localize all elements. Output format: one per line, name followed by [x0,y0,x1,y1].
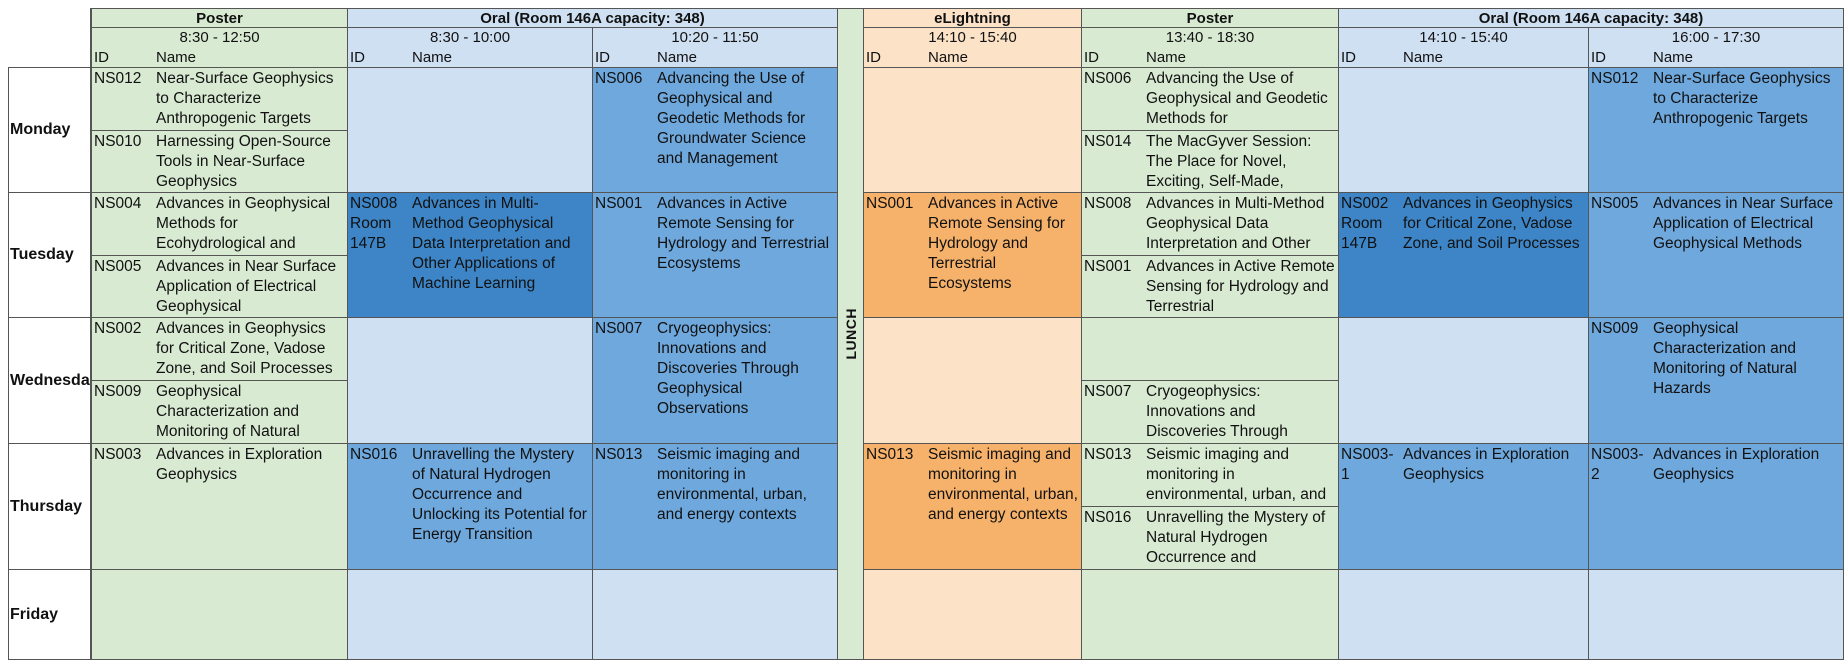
id-label: ID [1591,49,1606,66]
monday-oral-am1 [348,68,593,193]
session-entry [348,193,592,317]
time-elightning: 14:10 - 15:40 [864,28,1082,48]
session-id: NS013 [595,446,643,463]
session-entry [1339,193,1588,317]
session-room: Room 147B [350,215,392,252]
session-name: Advances in Exploration Geophysics [1653,446,1820,483]
session-entry [593,444,837,569]
session-name: Unravelling the Mystery of Natural Hydrogen Occurrence and [1146,509,1326,566]
session-name: Advances in Active Remote Sensing for Hydrology and Terrestrial [1146,257,1335,315]
name-label: Name [1403,49,1444,66]
session-entry [1082,380,1338,443]
name-label: Name [928,49,969,66]
session-name: Advances in Near Surface Application of Electrical Geophysical Methods [1653,195,1834,252]
thursday-oral-am1 [348,444,593,570]
tuesday-oral-pm2 [1589,193,1844,318]
idname-oral-pm1 [1339,48,1589,68]
session-id: NS001 [595,195,643,212]
corner-cell [8,8,91,68]
session-name: Geophysical Characterization and Monitoring of Natural Hazards [1653,320,1797,397]
idname-oral-am2 [593,48,838,68]
session-entry [348,444,592,569]
session-name: Advancing the Use of Geophysical and Geodetic Methods for Groundwater Science and Management [657,70,807,167]
session-entry [92,444,347,569]
session-id: NS016 [1084,509,1132,526]
session-entry [1082,68,1338,130]
name-label: Name [1653,49,1694,66]
session-name: Seismic imaging and monitoring in environmental, urban, and [1146,446,1327,503]
time-poster-am: 8:30 - 12:50 [91,28,348,48]
time-oral-am2: 10:20 - 11:50 [593,28,838,48]
day-tuesday: Tuesday [8,193,91,318]
monday-oral-am2 [593,68,838,193]
session-entry [593,68,837,192]
day-thursday: Thursday [8,444,91,570]
session-id: NS002 [94,320,142,337]
header-oral-am: Oral (Room 146A capacity: 348) [348,8,838,28]
id-label: ID [866,49,881,66]
session-entry [92,318,347,380]
session-name: Geophysical Characterization and Monitoring of Natural [156,383,300,440]
session-name: Advancing the Use of Geophysical and Geodetic Methods for [1146,70,1328,127]
wednesday-elightning [864,318,1082,444]
session-name: Seismic imaging and monitoring in environmental, urban, and energy contexts [657,446,807,523]
session-id: NS003-2 [1591,446,1644,483]
time-oral-pm1: 14:10 - 15:40 [1339,28,1589,48]
friday-poster-am [91,570,348,660]
session-id: NS013 [866,446,914,463]
session-entry [1589,68,1843,192]
thursday-poster-am [91,444,348,570]
session-entry [92,130,347,193]
name-label: Name [1146,49,1187,66]
name-label: Name [412,49,453,66]
session-id: NS005 [94,257,142,275]
session-entry [92,380,347,443]
wednesday-oral-am1 [348,318,593,444]
thursday-poster-pm [1082,444,1339,570]
session-name: Near-Surface Geophysics to Characterize Anthropogenic Targets [1653,70,1831,127]
monday-elightning [864,68,1082,193]
name-label: Name [156,49,197,66]
friday-oral-am1 [348,570,593,660]
session-id: NS007 [1084,383,1132,400]
session-entry [1082,318,1338,380]
session-id: NS009 [1591,320,1639,337]
session-entry [1589,444,1843,569]
session-entry [593,193,837,317]
session-name: Advances in Active Remote Sensing for Hydrology and Terrestrial Ecosystems [657,195,830,272]
tuesday-poster-pm [1082,193,1339,318]
monday-oral-pm1 [1339,68,1589,193]
day-wednesday: Wednesda [8,318,91,444]
session-id-room [350,194,410,254]
friday-elightning [864,570,1082,660]
session-id: NS009 [94,383,142,400]
session-entry [593,318,837,443]
friday-poster-pm [1082,570,1339,660]
friday-oral-am2 [593,570,838,660]
id-label: ID [1341,49,1356,66]
id-label: ID [94,49,109,66]
session-id: NS006 [1084,70,1132,87]
session-id: NS003-1 [1341,446,1394,483]
header-elightning: eLightning [864,8,1082,28]
time-oral-pm2: 16:00 - 17:30 [1589,28,1844,48]
session-name: Advances in Exploration Geophysics [1403,446,1570,483]
thursday-elightning [864,444,1082,570]
session-name: Advances in Geophysics for Critical Zone, Vadose Zone, and Soil Processes [156,320,333,377]
session-id: NS012 [1591,70,1639,87]
day-friday: Friday [8,570,91,660]
time-poster-pm: 13:40 - 18:30 [1082,28,1339,48]
tuesday-poster-am [91,193,348,318]
tuesday-oral-pm1 [1339,193,1589,318]
session-entry [1082,193,1338,255]
session-entry [1082,255,1338,318]
session-entry [92,255,347,318]
session-name: Near-Surface Geophysics to Characterize Anthropogenic Targets [156,70,334,127]
session-name: Cryogeophysics: Innovations and Discoveries Through [1146,383,1288,440]
monday-poster-am [91,68,348,193]
session-entry [1082,130,1338,193]
monday-oral-pm2 [1589,68,1844,193]
session-id: NS012 [94,70,142,87]
session-id-room [1341,194,1401,254]
session-name: Cryogeophysics: Innovations and Discoveries Through Geophysical Observations [657,320,799,417]
session-entry [1082,506,1338,569]
idname-oral-am1 [348,48,593,68]
session-id: NS010 [94,132,142,150]
session-id: NS006 [595,70,643,87]
tuesday-elightning [864,193,1082,318]
session-id: NS004 [94,195,142,212]
session-name: Advances in Multi-Method Geophysical Data Interpretation and Other Applications of Machine Learning [412,195,571,292]
session-entry [1589,193,1843,317]
session-name: Harnessing Open-Source Tools in Near-Surface Geophysics [156,132,331,190]
header-poster-pm: Poster [1082,8,1339,28]
session-id: NS002 [1341,195,1389,212]
session-id: NS014 [1084,132,1132,150]
session-id: NS016 [350,446,398,463]
session-id: NS008 [1084,195,1132,212]
session-entry [1339,444,1588,569]
wednesday-oral-pm1 [1339,318,1589,444]
thursday-oral-pm2 [1589,444,1844,570]
session-id: NS013 [1084,446,1132,463]
wednesday-oral-pm2 [1589,318,1844,444]
schedule-grid [8,8,1844,660]
session-entry [92,68,347,130]
session-entry [1589,318,1843,443]
session-name: Seismic imaging and monitoring in environmental, urban, and energy contexts [928,446,1078,523]
thursday-oral-am2 [593,444,838,570]
monday-poster-pm [1082,68,1339,193]
session-name: Advances in Geophysics for Critical Zone, Vadose Zone, and Soil Processes [1403,195,1580,252]
tuesday-oral-am1 [348,193,593,318]
header-oral-pm: Oral (Room 146A capacity: 348) [1339,8,1844,28]
tuesday-oral-am2 [593,193,838,318]
idname-poster-pm [1082,48,1339,68]
name-label: Name [657,49,698,66]
session-entry [1082,444,1338,506]
session-room: Room 147B [1341,215,1383,252]
idname-poster-am [91,48,348,68]
idname-oral-pm2 [1589,48,1844,68]
friday-oral-pm2 [1589,570,1844,660]
day-monday: Monday [8,68,91,193]
id-label: ID [595,49,610,66]
idname-elightning [864,48,1082,68]
wednesday-poster-pm [1082,318,1339,444]
session-entry [864,193,1081,317]
session-name: Advances in Geophysical Methods for Ecohydrological and [156,195,331,252]
lunch-column [838,8,864,660]
session-name: Advances in Active Remote Sensing for Hydrology and Terrestrial Ecosystems [928,195,1065,292]
session-name: Advances in Near Surface Application of Electrical Geophysical [156,257,337,315]
session-name: Advances in Exploration Geophysics [156,446,323,483]
session-name: Advances in Multi-Method Geophysical Data Interpretation and Other [1146,195,1325,252]
id-label: ID [1084,49,1099,66]
time-oral-am1: 8:30 - 10:00 [348,28,593,48]
thursday-oral-pm1 [1339,444,1589,570]
session-entry [92,193,347,255]
session-id: NS005 [1591,195,1639,212]
wednesday-poster-am [91,318,348,444]
id-label: ID [350,49,365,66]
session-name: Unravelling the Mystery of Natural Hydrogen Occurrence and Unlocking its Potential for Energy Transition [412,446,587,543]
wednesday-oral-am2 [593,318,838,444]
session-id: NS003 [94,446,142,463]
session-entry [864,444,1081,569]
lunch-label: LUNCH [842,308,859,360]
header-poster-am: Poster [91,8,348,28]
session-id: NS008 [350,195,398,212]
session-name: The MacGyver Session: The Place for Novel, Exciting, Self-Made, [1146,132,1312,190]
session-id: NS001 [1084,257,1132,275]
session-id: NS001 [866,195,914,212]
friday-oral-pm1 [1339,570,1589,660]
session-id: NS007 [595,320,643,337]
